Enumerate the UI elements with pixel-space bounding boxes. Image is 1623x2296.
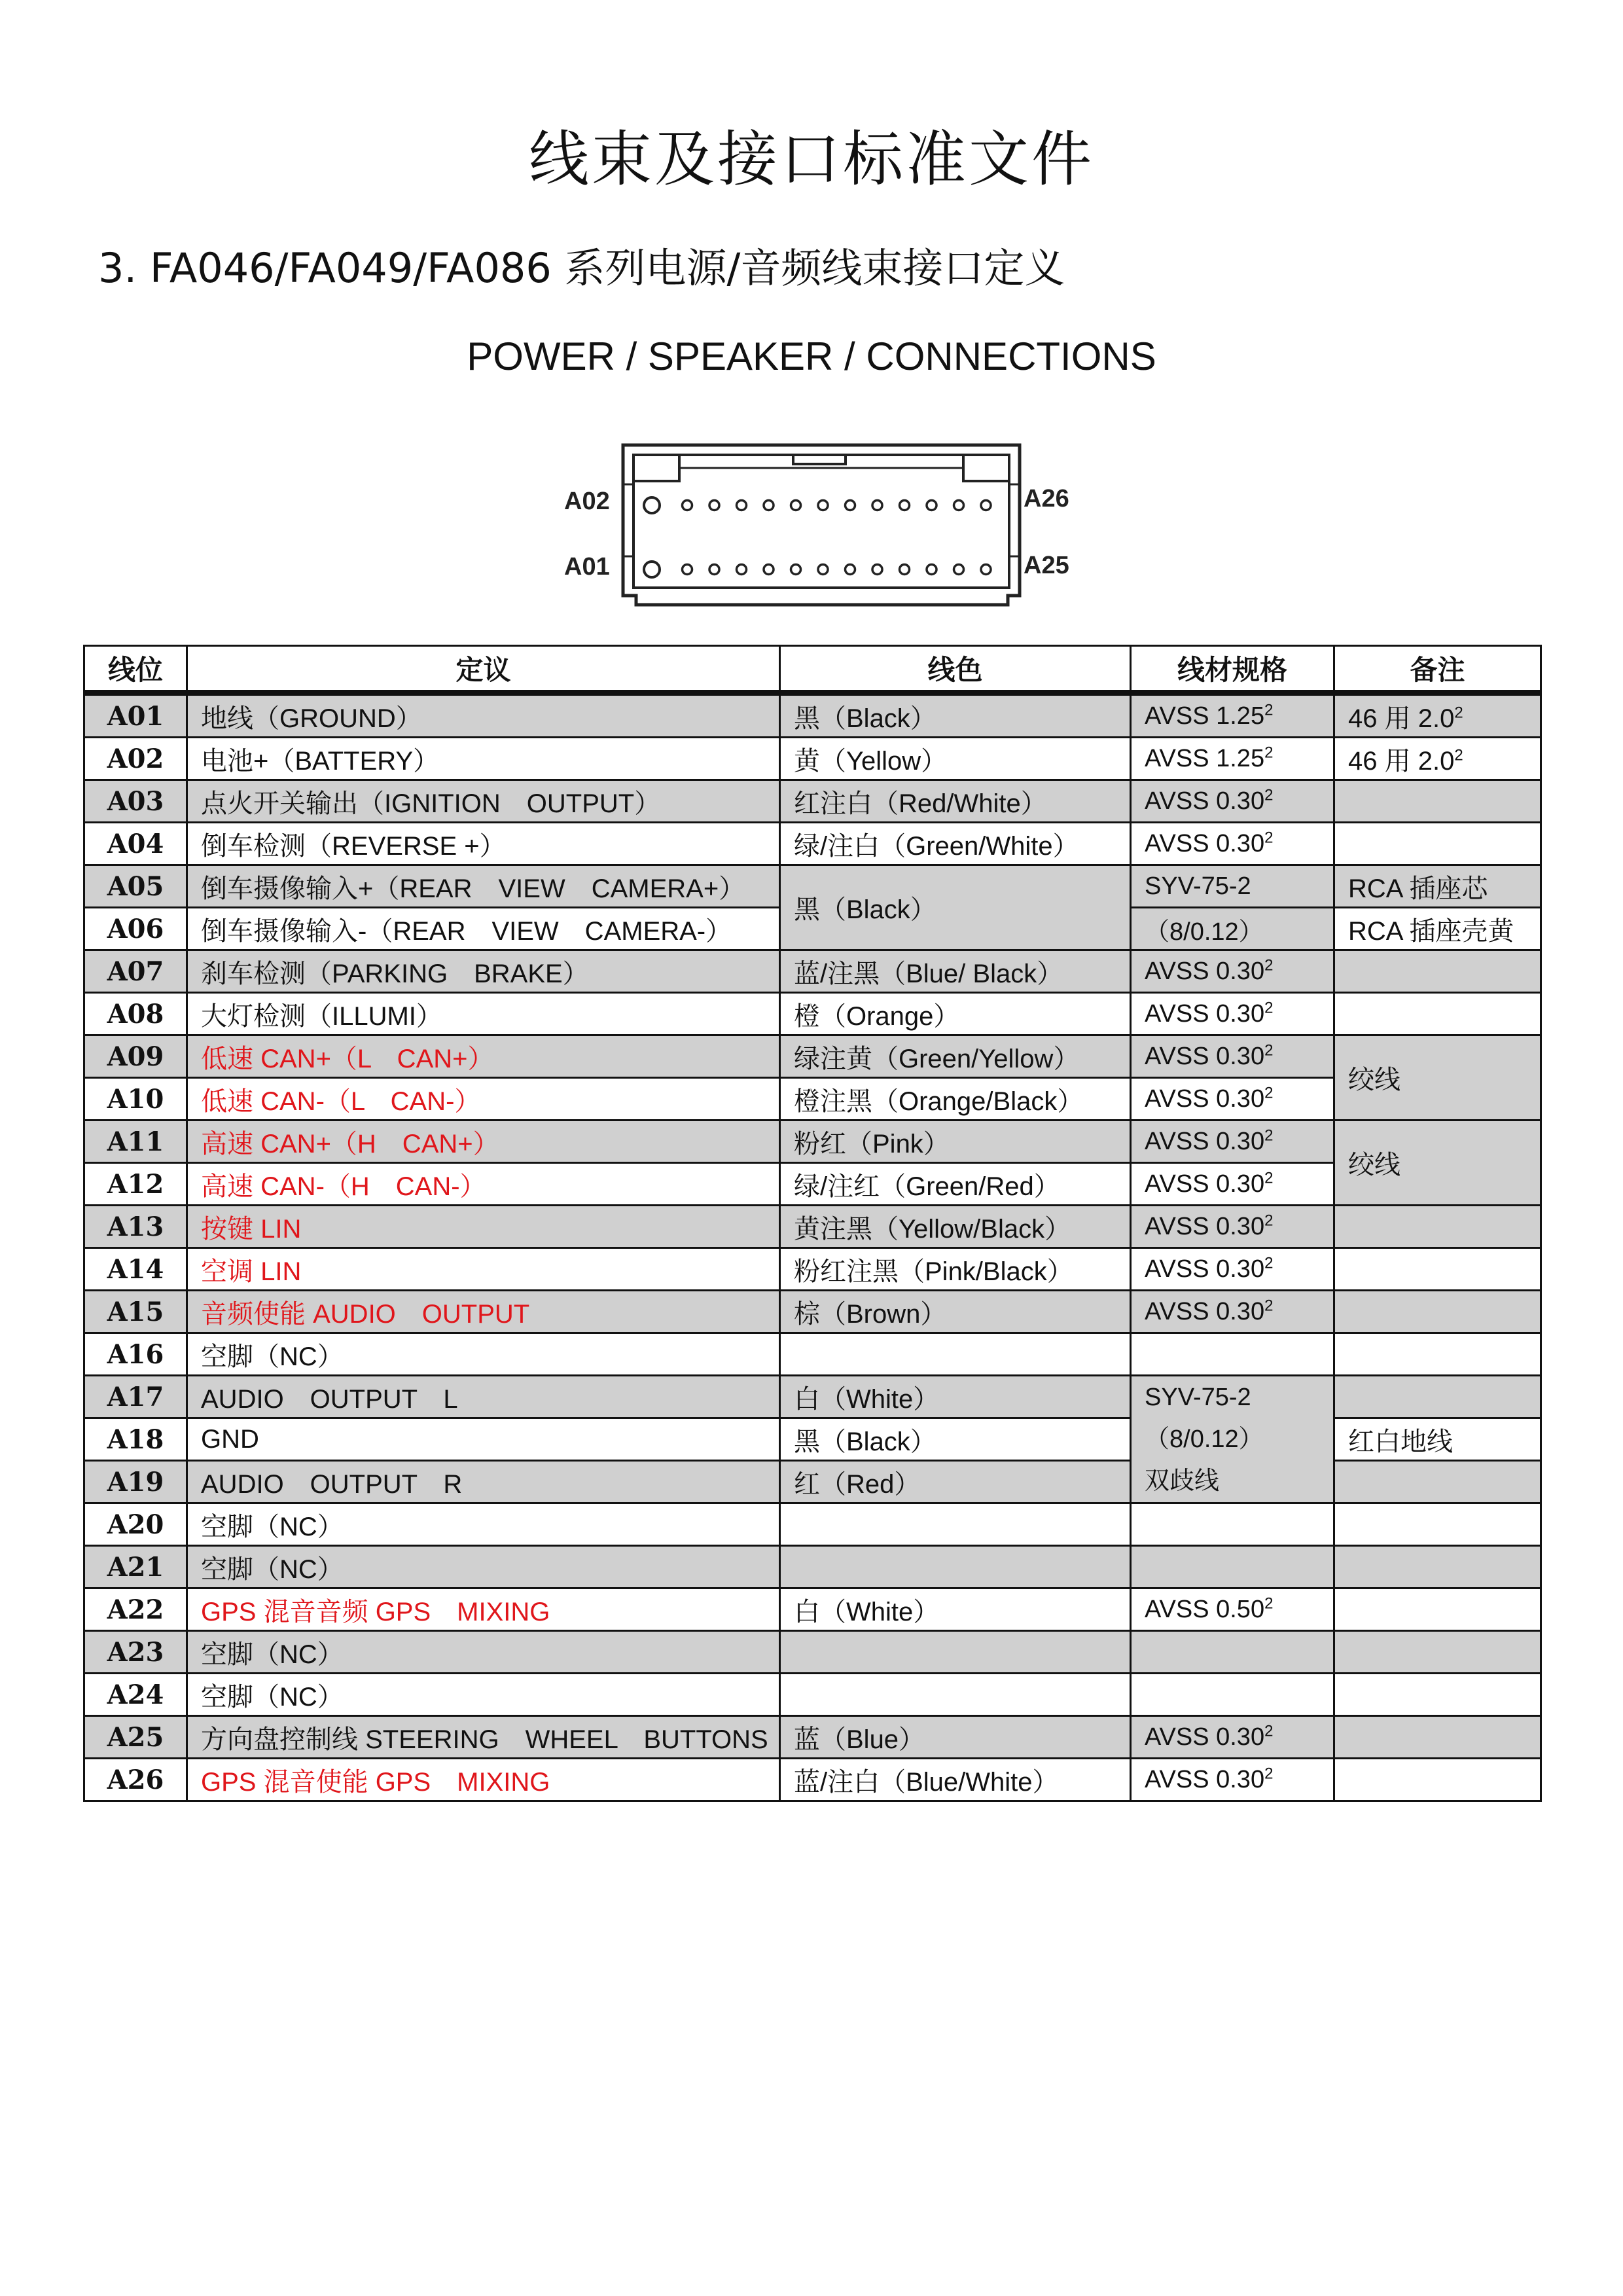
note-cell bbox=[1334, 1248, 1541, 1291]
definition-cell: 空脚（NC） bbox=[187, 1674, 780, 1716]
wire-spec-cell: SYV-75-2 bbox=[1131, 865, 1334, 908]
spec-text: AVSS 1.25 bbox=[1145, 702, 1265, 730]
unit-superscript: 2 bbox=[1454, 746, 1463, 764]
wire-spec-cell bbox=[1131, 1759, 1334, 1801]
unit-superscript: 2 bbox=[1264, 785, 1274, 804]
pin-hole bbox=[846, 501, 855, 511]
table-header-row bbox=[84, 646, 1541, 693]
table-row bbox=[84, 823, 1541, 865]
note-cell bbox=[1334, 993, 1541, 1035]
spec-line: （8/0.12） bbox=[1145, 1426, 1264, 1453]
spec-text: AVSS 0.30 bbox=[1145, 957, 1265, 985]
definition-cell: 电池+（BATTERY） bbox=[187, 738, 780, 780]
definition-cell: AUDIO OUTPUT R bbox=[187, 1461, 780, 1503]
wire-spec-cell: （8/0.12） bbox=[1131, 908, 1334, 950]
spec-text: AVSS 1.25 bbox=[1145, 744, 1265, 772]
wire-color-cell bbox=[780, 1333, 1131, 1376]
table-row bbox=[84, 1376, 1541, 1418]
pin-cell: A02 bbox=[84, 738, 187, 780]
wire-spec-cell bbox=[1131, 823, 1334, 865]
pin-cell: A16 bbox=[84, 1333, 187, 1376]
note-cell bbox=[1334, 1588, 1541, 1631]
definition-cell: 空脚（NC） bbox=[187, 1631, 780, 1674]
unit-superscript: 2 bbox=[1264, 956, 1274, 974]
pin-definition-table bbox=[83, 645, 1542, 1802]
pin-cell: A21 bbox=[84, 1546, 187, 1588]
definition-cell: 高速 CAN-（H CAN-） bbox=[187, 1163, 780, 1206]
pin-cell: A25 bbox=[84, 1716, 187, 1759]
pin-cell: A04 bbox=[84, 823, 187, 865]
wire-spec-cell bbox=[1131, 1035, 1334, 1078]
pin-hole bbox=[872, 501, 882, 511]
note-cell bbox=[1334, 780, 1541, 823]
note-cell bbox=[1334, 950, 1541, 993]
spec-text: AVSS 0.30 bbox=[1145, 787, 1265, 815]
spec-text: AVSS 0.30 bbox=[1145, 1042, 1265, 1070]
pin-hole bbox=[764, 565, 774, 575]
definition-cell: 刹车检测（PARKING BRAKE） bbox=[187, 950, 780, 993]
definition-cell: 地线（GROUND） bbox=[187, 693, 780, 738]
connector-label-a02: A02 bbox=[564, 488, 610, 515]
wire-color-cell: 黄注黑（Yellow/Black） bbox=[780, 1206, 1131, 1248]
unit-superscript: 2 bbox=[1264, 1083, 1274, 1102]
pin-hole bbox=[737, 565, 747, 575]
wire-spec-cell bbox=[1131, 1206, 1334, 1248]
definition-cell: 点火开关输出（IGNITION OUTPUT） bbox=[187, 780, 780, 823]
wire-color-cell: 蓝（Blue） bbox=[780, 1716, 1131, 1759]
wire-spec-cell bbox=[1131, 1503, 1334, 1546]
wire-color-cell: 黑（Black） bbox=[780, 1418, 1131, 1461]
wire-spec-cell bbox=[1131, 1121, 1334, 1163]
pin-hole bbox=[872, 565, 882, 575]
spec-text: AVSS 0.30 bbox=[1145, 1297, 1265, 1325]
header-note: 备注 bbox=[1334, 646, 1541, 693]
pin-hole bbox=[981, 501, 991, 511]
spec-text: AVSS 0.30 bbox=[1145, 1255, 1265, 1283]
definition-cell: 低速 CAN+（L CAN+） bbox=[187, 1035, 780, 1078]
unit-superscript: 2 bbox=[1264, 1211, 1274, 1229]
header-wire-color: 线色 bbox=[780, 646, 1131, 693]
wire-color-cell: 红（Red） bbox=[780, 1461, 1131, 1503]
definition-cell: 空脚（NC） bbox=[187, 1333, 780, 1376]
unit-superscript: 2 bbox=[1264, 998, 1274, 1016]
wire-color-cell: 绿注黄（Green/Yellow） bbox=[780, 1035, 1131, 1078]
note-cell bbox=[1334, 1461, 1541, 1503]
note-cell bbox=[1334, 1631, 1541, 1674]
definition-cell: 空调 LIN bbox=[187, 1248, 780, 1291]
unit-superscript: 2 bbox=[1264, 1126, 1274, 1144]
pin-cell: A18 bbox=[84, 1418, 187, 1461]
connector-label-a26: A26 bbox=[1024, 485, 1069, 512]
pin-hole bbox=[683, 501, 692, 511]
unit-superscript: 2 bbox=[1264, 1594, 1274, 1612]
table-row bbox=[84, 950, 1541, 993]
pin-cell: A15 bbox=[84, 1291, 187, 1333]
spec-line: 双歧线 bbox=[1145, 1467, 1220, 1495]
table-row bbox=[84, 1716, 1541, 1759]
wire-color-cell: 黑（Black） bbox=[780, 693, 1131, 738]
definition-cell: 音频使能 AUDIO OUTPUT bbox=[187, 1291, 780, 1333]
wire-spec-cell bbox=[1131, 1333, 1334, 1376]
spec-line: SYV-75-2 bbox=[1145, 1384, 1251, 1411]
wire-spec-cell bbox=[1131, 993, 1334, 1035]
wire-color-cell: 蓝/注白（Blue/White） bbox=[780, 1759, 1131, 1801]
note-cell: 绞线 bbox=[1334, 1121, 1541, 1206]
unit-superscript: 2 bbox=[1264, 1253, 1274, 1272]
pin-cell: A01 bbox=[84, 693, 187, 738]
note-text: 46 用 2.0 bbox=[1348, 704, 1455, 733]
note-cell bbox=[1334, 693, 1541, 738]
definition-cell: AUDIO OUTPUT L bbox=[187, 1376, 780, 1418]
document-title: 线束及接口标准文件 bbox=[528, 124, 1094, 194]
wire-spec-cell bbox=[1131, 950, 1334, 993]
unit-superscript: 2 bbox=[1264, 828, 1274, 846]
definition-cell: 倒车摄像输入-（REAR VIEW CAMERA-） bbox=[187, 908, 780, 950]
definition-cell: GPS 混音音频 GPS MIXING bbox=[187, 1588, 780, 1631]
spec-text: AVSS 0.30 bbox=[1145, 1170, 1265, 1198]
connector-label-a25: A25 bbox=[1024, 552, 1069, 579]
note-cell bbox=[1334, 1206, 1541, 1248]
definition-cell: 倒车检测（REVERSE +） bbox=[187, 823, 780, 865]
pin-cell: A20 bbox=[84, 1503, 187, 1546]
table-row bbox=[84, 993, 1541, 1035]
spec-text: AVSS 0.30 bbox=[1145, 1765, 1265, 1793]
pin-hole bbox=[900, 501, 910, 511]
pin-hole bbox=[683, 565, 692, 575]
wire-color-cell: 白（White） bbox=[780, 1376, 1131, 1418]
pin-cell: A14 bbox=[84, 1248, 187, 1291]
definition-cell: GND bbox=[187, 1418, 780, 1461]
table-row bbox=[84, 1674, 1541, 1716]
pin-hole bbox=[709, 501, 719, 511]
table-row bbox=[84, 738, 1541, 780]
table-row bbox=[84, 1035, 1541, 1078]
wire-spec-cell bbox=[1131, 1376, 1334, 1503]
unit-superscript: 2 bbox=[1264, 1296, 1274, 1314]
pin-cell: A19 bbox=[84, 1461, 187, 1503]
pin-cell: A10 bbox=[84, 1078, 187, 1121]
pin-cell: A05 bbox=[84, 865, 187, 908]
note-cell: 绞线 bbox=[1334, 1035, 1541, 1121]
wire-color-cell: 绿/注白（Green/White） bbox=[780, 823, 1131, 865]
spec-text: AVSS 0.30 bbox=[1145, 1212, 1265, 1240]
unit-superscript: 2 bbox=[1454, 704, 1463, 722]
note-cell bbox=[1334, 823, 1541, 865]
definition-cell: 方向盘控制线 STEERING WHEEL BUTTONS bbox=[187, 1716, 780, 1759]
note-cell bbox=[1334, 738, 1541, 780]
wire-color-cell: 白（White） bbox=[780, 1588, 1131, 1631]
definition-cell: 大灯检测（ILLUMI） bbox=[187, 993, 780, 1035]
pin-hole bbox=[737, 501, 747, 511]
unit-superscript: 2 bbox=[1264, 1041, 1274, 1059]
table-row bbox=[84, 1248, 1541, 1291]
wire-spec-cell bbox=[1131, 1716, 1334, 1759]
header-definition: 定议 bbox=[187, 646, 780, 693]
spec-text: AVSS 0.30 bbox=[1145, 999, 1265, 1028]
wire-spec-cell bbox=[1131, 780, 1334, 823]
note-cell: RCA 插座壳黄 bbox=[1334, 908, 1541, 950]
connector-label-a01: A01 bbox=[564, 553, 610, 581]
definition-cell: 空脚（NC） bbox=[187, 1546, 780, 1588]
pin-hole bbox=[927, 565, 936, 575]
pin-hole bbox=[981, 565, 991, 575]
note-cell: 红白地线 bbox=[1334, 1418, 1541, 1461]
wire-color-cell: 黄（Yellow） bbox=[780, 738, 1131, 780]
wire-spec-cell bbox=[1131, 1078, 1334, 1121]
pin-cell: A26 bbox=[84, 1759, 187, 1801]
note-cell bbox=[1334, 1291, 1541, 1333]
table-row bbox=[84, 693, 1541, 738]
note-cell bbox=[1334, 1759, 1541, 1801]
wire-color-cell: 红注白（Red/White） bbox=[780, 780, 1131, 823]
note-cell bbox=[1334, 1546, 1541, 1588]
pin-hole bbox=[927, 501, 936, 511]
wire-spec-cell bbox=[1131, 1588, 1334, 1631]
wire-color-cell: 橙注黑（Orange/Black） bbox=[780, 1078, 1131, 1121]
note-cell bbox=[1334, 1716, 1541, 1759]
pin-hole bbox=[709, 565, 719, 575]
spec-text: AVSS 0.30 bbox=[1145, 1127, 1265, 1155]
wire-spec-cell bbox=[1131, 1674, 1334, 1716]
definition-cell: 低速 CAN-（L CAN-） bbox=[187, 1078, 780, 1121]
pin-hole bbox=[954, 501, 964, 511]
wire-color-cell: 橙（Orange） bbox=[780, 993, 1131, 1035]
wire-spec-cell bbox=[1131, 1163, 1334, 1206]
wire-color-cell bbox=[780, 1503, 1131, 1546]
wire-spec-cell bbox=[1131, 1291, 1334, 1333]
definition-cell: GPS 混音使能 GPS MIXING bbox=[187, 1759, 780, 1801]
pin-cell: A23 bbox=[84, 1631, 187, 1674]
pin-cell: A12 bbox=[84, 1163, 187, 1206]
definition-cell: 倒车摄像输入+（REAR VIEW CAMERA+） bbox=[187, 865, 780, 908]
pin-cell: A06 bbox=[84, 908, 187, 950]
pin-cell: A07 bbox=[84, 950, 187, 993]
table-row bbox=[84, 1546, 1541, 1588]
spec-text: AVSS 0.30 bbox=[1145, 1723, 1265, 1751]
unit-superscript: 2 bbox=[1264, 1764, 1274, 1782]
wire-color-cell: 绿/注红（Green/Red） bbox=[780, 1163, 1131, 1206]
pin-hole bbox=[764, 501, 774, 511]
wire-spec-cell bbox=[1131, 738, 1334, 780]
note-cell bbox=[1334, 1674, 1541, 1716]
table-row bbox=[84, 1631, 1541, 1674]
pin-cell: A22 bbox=[84, 1588, 187, 1631]
wire-color-cell: 蓝/注黑（Blue/ Black） bbox=[780, 950, 1131, 993]
unit-superscript: 2 bbox=[1264, 743, 1274, 761]
table-row bbox=[84, 1291, 1541, 1333]
wire-spec-cell bbox=[1131, 1546, 1334, 1588]
pin-hole bbox=[818, 565, 828, 575]
spec-text: AVSS 0.30 bbox=[1145, 1085, 1265, 1113]
wire-color-cell bbox=[780, 1631, 1131, 1674]
unit-superscript: 2 bbox=[1264, 700, 1274, 719]
header-wire-spec: 线材规格 bbox=[1131, 646, 1334, 693]
pin-cell: A09 bbox=[84, 1035, 187, 1078]
pin-hole-large bbox=[644, 497, 660, 513]
spec-text: AVSS 0.30 bbox=[1145, 829, 1265, 857]
pin-cell: A13 bbox=[84, 1206, 187, 1248]
table-row bbox=[84, 1121, 1541, 1163]
pin-hole bbox=[900, 565, 910, 575]
table-row bbox=[84, 1163, 1541, 1206]
pin-hole bbox=[818, 501, 828, 511]
note-cell bbox=[1334, 1376, 1541, 1418]
section-subtitle: 3. FA046/FA049/FA086 系列电源/音频线束接口定义 bbox=[98, 244, 1065, 292]
wire-color-cell bbox=[780, 1674, 1131, 1716]
table-row bbox=[84, 1078, 1541, 1121]
pin-hole-large bbox=[644, 562, 660, 577]
table-row bbox=[84, 1759, 1541, 1801]
table-row bbox=[84, 865, 1541, 908]
pin-hole bbox=[791, 565, 801, 575]
wire-color-cell: 棕（Brown） bbox=[780, 1291, 1131, 1333]
note-cell bbox=[1334, 1503, 1541, 1546]
wire-spec-cell bbox=[1131, 1248, 1334, 1291]
wire-spec-cell bbox=[1131, 1631, 1334, 1674]
wire-color-cell bbox=[780, 1546, 1131, 1588]
pin-cell: A24 bbox=[84, 1674, 187, 1716]
wire-spec-cell bbox=[1131, 693, 1334, 738]
spec-text: AVSS 0.50 bbox=[1145, 1595, 1265, 1623]
pin-cell: A11 bbox=[84, 1121, 187, 1163]
pin-cell: A08 bbox=[84, 993, 187, 1035]
unit-superscript: 2 bbox=[1264, 1168, 1274, 1187]
definition-cell: 按键 LIN bbox=[187, 1206, 780, 1248]
table-row bbox=[84, 1503, 1541, 1546]
pin-hole bbox=[846, 565, 855, 575]
pin-cell: A17 bbox=[84, 1376, 187, 1418]
table-row bbox=[84, 780, 1541, 823]
table-row bbox=[84, 1588, 1541, 1631]
section-heading: POWER / SPEAKER / CONNECTIONS bbox=[467, 334, 1156, 378]
note-cell: RCA 插座芯 bbox=[1334, 865, 1541, 908]
wire-color-cell: 黑（Black） bbox=[780, 865, 1131, 950]
wire-color-cell: 粉红注黑（Pink/Black） bbox=[780, 1248, 1131, 1291]
table-row bbox=[84, 1333, 1541, 1376]
pin-hole bbox=[791, 501, 801, 511]
note-text: 46 用 2.0 bbox=[1348, 746, 1455, 776]
definition-cell: 高速 CAN+（H CAN+） bbox=[187, 1121, 780, 1163]
connector-diagram bbox=[550, 419, 1073, 628]
pin-hole bbox=[954, 565, 964, 575]
pin-cell: A03 bbox=[84, 780, 187, 823]
definition-cell: 空脚（NC） bbox=[187, 1503, 780, 1546]
table-row bbox=[84, 1206, 1541, 1248]
unit-superscript: 2 bbox=[1264, 1721, 1274, 1740]
header-pin: 线位 bbox=[84, 646, 187, 693]
note-cell bbox=[1334, 1333, 1541, 1376]
wire-color-cell: 粉红（Pink） bbox=[780, 1121, 1131, 1163]
